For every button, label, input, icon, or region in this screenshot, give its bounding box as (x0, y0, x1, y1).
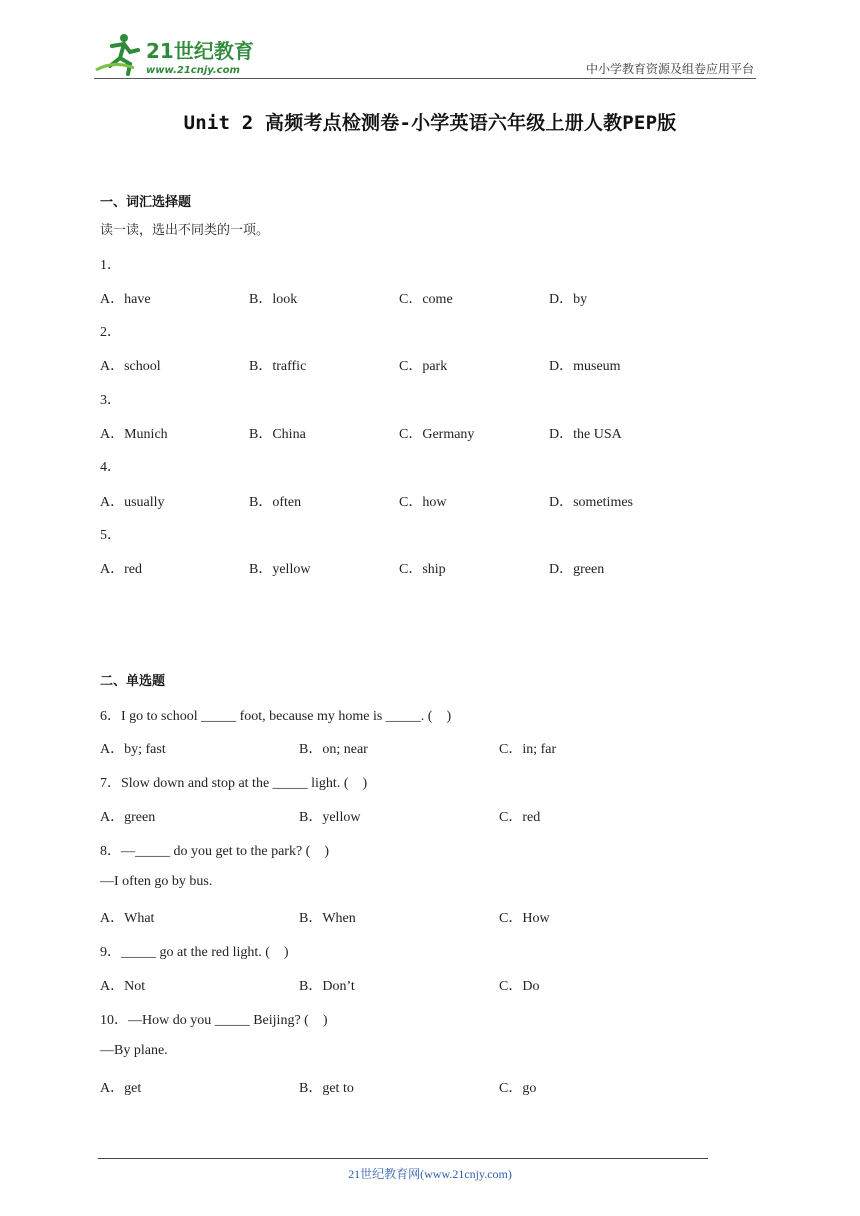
option-b: B．traffic (249, 359, 307, 374)
logo-url: www.21cnjy.com (146, 65, 240, 76)
option-c: C．park (399, 359, 448, 374)
option-a: A．What (100, 911, 155, 926)
option-c: C．red (499, 810, 541, 825)
option-c: C．come (399, 292, 453, 307)
question-text: 8．—_____ do you get to the park? ( ) (100, 844, 330, 859)
section-heading-1: 一、词汇选择题 (100, 195, 192, 210)
logo (94, 30, 264, 78)
option-c: C．in; far (499, 742, 557, 757)
question-text: 10．—How do you _____ Beijing? ( ) (100, 1013, 328, 1028)
option-a: A．get (100, 1081, 142, 1096)
option-d: D．by (549, 292, 588, 307)
option-a: A．Munich (100, 427, 168, 442)
option-b: B．often (249, 495, 302, 510)
logo-text: 21世纪教育 (146, 39, 254, 63)
footer-divider (98, 1158, 708, 1159)
option-c: C．ship (399, 562, 446, 577)
question-number: 2． (100, 325, 121, 340)
question-number: 4． (100, 460, 121, 475)
option-a: A．green (100, 810, 156, 825)
option-a: A．usually (100, 495, 165, 510)
page-header (94, 30, 756, 78)
question-text: 6．I go to school _____ foot, because my home is _____. ( ) (100, 709, 452, 724)
page-title: Unit 2 高频考点检测卷-小学英语六年级上册人教PEP版 (183, 112, 677, 134)
option-d: D．sometimes (549, 495, 633, 510)
option-b: B．get to (299, 1081, 354, 1096)
option-d: D．museum (549, 359, 621, 374)
option-c: C．go (499, 1081, 537, 1096)
answer-text: —I often go by bus. (100, 874, 213, 889)
option-c: C．How (499, 911, 550, 926)
option-a: A．Not (100, 979, 146, 994)
question-number: 1． (100, 258, 121, 273)
header-divider (94, 78, 756, 79)
option-a: A．school (100, 359, 161, 374)
option-d: D．the USA (549, 427, 622, 442)
question-number: 5． (100, 528, 121, 543)
option-a: A．by; fast (100, 742, 166, 757)
option-c: C．Do (499, 979, 540, 994)
option-a: A．have (100, 292, 151, 307)
option-b: B．yellow (249, 562, 311, 577)
option-b: B．Don’t (299, 979, 355, 994)
option-b: B．China (249, 427, 306, 442)
option-b: B．look (249, 292, 298, 307)
option-c: C．Germany (399, 427, 475, 442)
option-b: B．yellow (299, 810, 361, 825)
runner-icon (96, 34, 138, 74)
option-a: A．red (100, 562, 142, 577)
platform-tagline: 中小学教育资源及组卷应用平台 (585, 62, 754, 76)
question-text: 7．Slow down and stop at the _____ light. ( ) (100, 776, 368, 791)
option-c: C．how (399, 495, 447, 510)
option-d: D．green (549, 562, 605, 577)
question-number: 3． (100, 393, 121, 408)
section-instruction: 读一读，选出不同类的一项。 (100, 223, 270, 238)
option-b: B．When (299, 911, 356, 926)
section-heading-2: 二、单选题 (100, 674, 166, 689)
answer-text: —By plane. (100, 1043, 168, 1058)
footer-link[interactable]: 21世纪教育网(www.21cnjy.com) (348, 1167, 512, 1181)
option-b: B．on; near (299, 742, 368, 757)
question-text: 9．_____ go at the red light. ( ) (100, 945, 289, 960)
